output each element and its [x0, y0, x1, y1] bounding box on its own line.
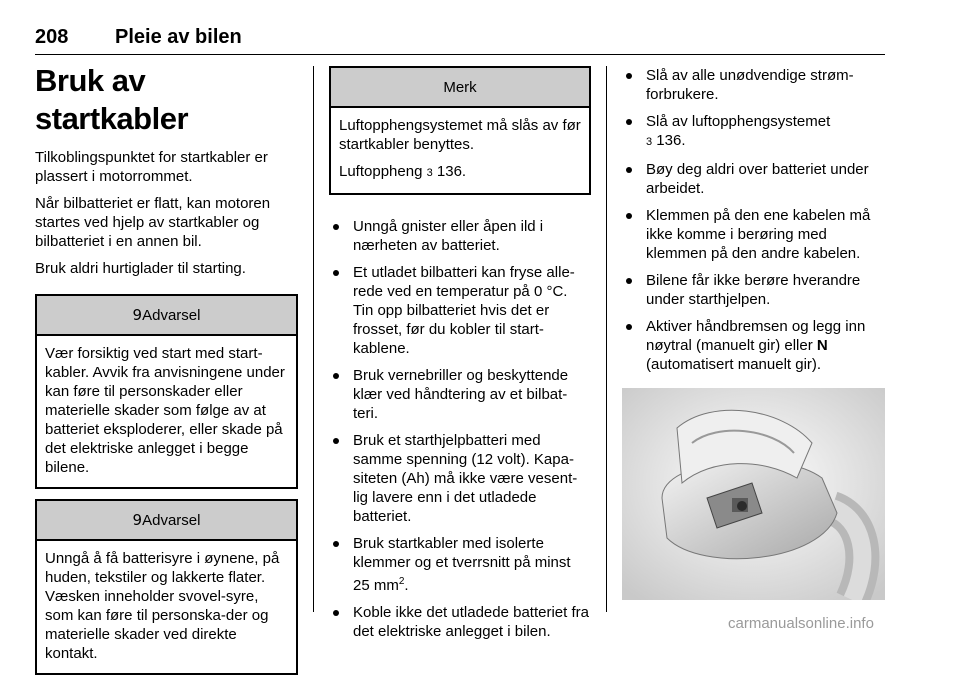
list-item: Bruk startkabler med isolerte klemmer og et tverrsnitt på minst 25 $mm^2$.	[329, 534, 591, 595]
list-item: Bøy deg aldri over batteriet under arbeidet.	[622, 160, 885, 198]
jump-lead-clamp-illustration	[622, 388, 885, 600]
note-title: Merk	[443, 78, 477, 96]
page-header	[35, 26, 885, 55]
warning-title: Advarsel	[142, 306, 201, 324]
bullet-icon	[333, 373, 339, 379]
note-reference: Luftoppheng 3 136.	[339, 163, 467, 180]
paragraph: Bruk aldri hurtiglader til starting.	[35, 260, 246, 277]
list-item: Bilene får ikke berøre hverandre under starthjelpen.	[622, 271, 885, 309]
column-right	[622, 66, 885, 410]
paragraph: Tilkoblingspunktet for startkabler er plassert i motorrommet.	[35, 149, 268, 185]
list-item: Slå av alle unødvendige strøm-forbrukere.	[622, 66, 885, 104]
bullet-icon	[333, 610, 339, 616]
bullet-icon	[333, 438, 339, 444]
list-item: Aktiver håndbremsen og legg inn nøytral (manuelt gir) eller N (automatisert manuelt gir).	[622, 317, 885, 374]
list-item: Slå av luftopphengsystemet 3 136.	[622, 112, 885, 152]
list-item: Bruk vernebriller og beskyttende klær ved håndtering av et bilbat-teri.	[329, 366, 591, 423]
warning-icon: 9	[132, 306, 143, 324]
column-left	[35, 62, 298, 675]
page-reference-link[interactable]: 136.	[436, 163, 467, 180]
bullet-icon	[626, 119, 632, 125]
page-reference-link[interactable]: 136.	[656, 132, 686, 149]
page-reference-icon: 3	[426, 167, 433, 179]
bullet-icon	[333, 541, 339, 547]
note-box	[329, 66, 591, 195]
page-reference-icon: 3	[646, 136, 653, 148]
column-divider	[606, 66, 607, 612]
precaution-list	[329, 217, 591, 641]
watermark: carmanualsonline.info	[728, 615, 874, 632]
warning-title: Advarsel	[142, 511, 201, 529]
bullet-icon	[333, 224, 339, 230]
note-header	[331, 68, 589, 108]
list-item: Et utladet bilbatteri kan fryse alle-rede ved en temperatur på 0 °C. Tin opp bilbatteriet hvis det er frosset, før du kobler til start-kablene.	[329, 263, 591, 358]
bullet-icon	[626, 278, 632, 284]
warning-box	[35, 294, 298, 489]
bullet-icon	[626, 213, 632, 219]
page-number: 208	[35, 26, 69, 48]
column-middle	[329, 66, 591, 649]
warning-header	[37, 296, 296, 336]
list-item: Bruk et starthjelpbatteri med samme spenning (12 volt). Kapa-siteten (Ah) må ikke være vesent-lig lavere enn i det utladede batteriet.	[329, 431, 591, 526]
warning-box	[35, 499, 298, 675]
bullet-icon	[626, 73, 632, 79]
warning-icon: 9	[132, 511, 143, 529]
warning-header	[37, 501, 296, 541]
column-divider	[313, 66, 314, 612]
bullet-icon	[626, 167, 632, 173]
page-heading: Bruk av startkabler	[35, 63, 189, 136]
paragraph: Når bilbatteriet er flatt, kan motoren startes ved hjelp av startkabler og bilbatteriet i en annen bil.	[35, 195, 271, 250]
warning-text: Vær forsiktig ved start med start-kabler. Avvik fra anvisningene under kan føre til personskader eller materielle skader som følge av at batteriet eksploderer, eller skade på det elektriske anlegget i begge bilene.	[45, 345, 285, 476]
bullet-icon	[333, 270, 339, 276]
list-item: Klemmen på den ene kabelen må ikke komme i berøring med klemmen på den andre kabelen.	[622, 206, 885, 263]
section-title: Pleie av bilen	[115, 26, 242, 48]
list-item: Unngå gnister eller åpen ild i nærheten av batteriet.	[329, 217, 591, 255]
precaution-list	[622, 66, 885, 374]
note-text: Luftopphengsystemet må slås av før startkabler benyttes.	[339, 117, 581, 153]
bullet-icon	[626, 324, 632, 330]
warning-text: Unngå å få batterisyre i øynene, på huden, tekstiler og lakkerte flater. Væsken inneholder svovel-syre, som kan føre til personska-der og materielle skader ved direkte kontakt.	[45, 550, 280, 662]
list-item: Koble ikke det utladede batteriet fra det elektriske anlegget i bilen.	[329, 603, 591, 641]
